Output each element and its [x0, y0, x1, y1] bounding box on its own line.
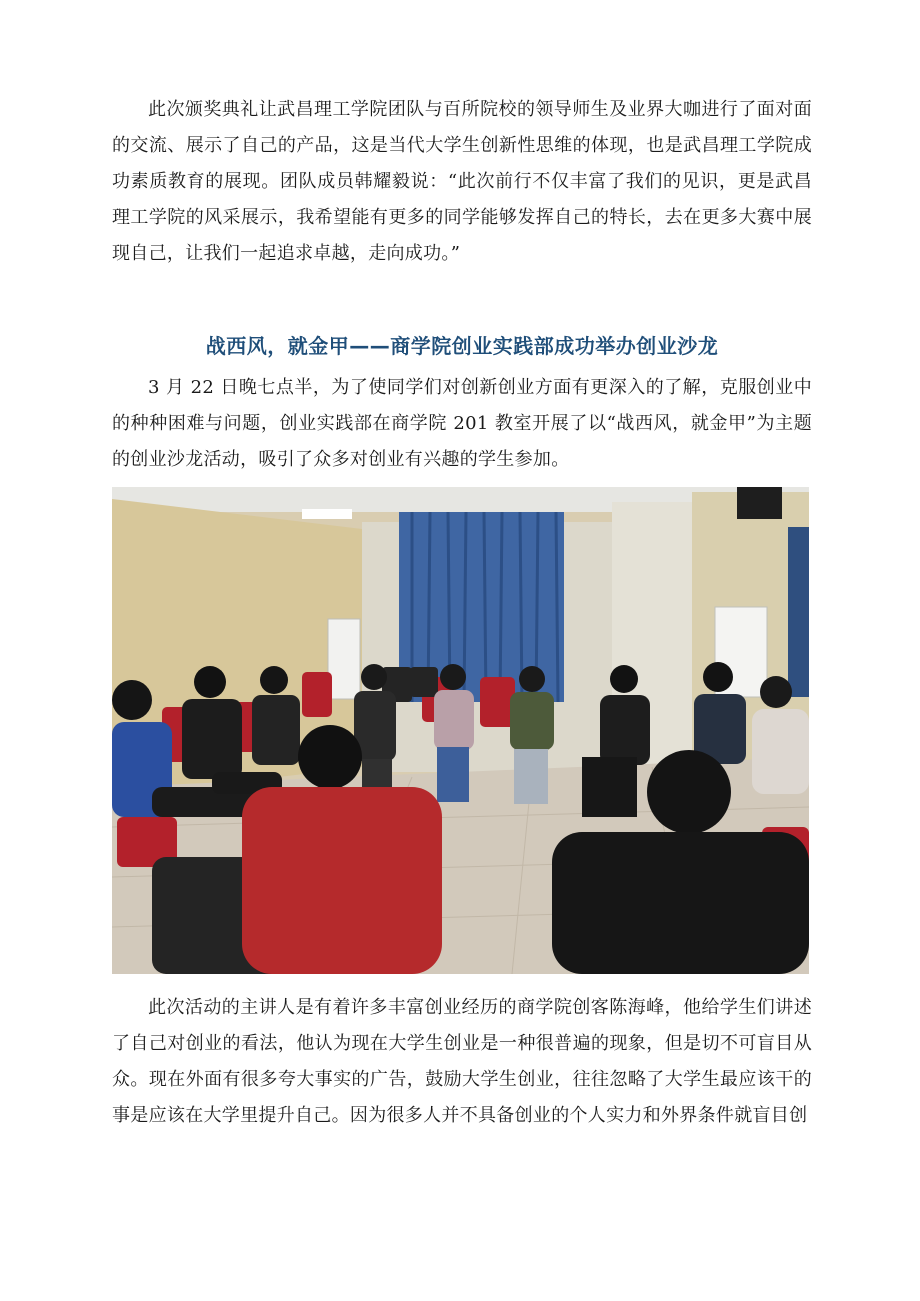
section-heading: 战西风，就金甲——商学院创业实践部成功举办创业沙龙: [205, 334, 719, 358]
ceiling-light: [302, 509, 352, 519]
red-hoodie-person: [242, 787, 442, 974]
paragraph-speaker: 此次活动的主讲人是有着许多丰富创业经历的商学院创客陈海峰，他给学生们讲述了自己对创业的看法，他认为现在大学生创业是一种很普遍的现象，但是切不可盲目从众。现在外面有很多夸大事实的广告，鼓励大学生创业，往往忽略了大学生最应该干的事是应该在大学里提升自己。因为很多人并不具备创业的个人实力和外界条件就盲目创: [112, 997, 812, 1126]
air-conditioner-left: [328, 619, 360, 699]
paragraph-salon-intro: 3 月 22 日晚七点半，为了使同学们对创新创业方面有更深入的了解，克服创业中的种种困难与问题，创业实践部在商学院 201 教室开展了以“战西风，就金甲”为主题的创业沙龙活动，吸引了众多对创业有兴趣的学生参加。: [112, 377, 812, 470]
speaker: [737, 487, 782, 519]
salon-photo: [112, 487, 809, 974]
foreground-right-person: [552, 832, 809, 974]
paragraph-award-ceremony: 此次颁奖典礼让武昌理工学院团队与百所院校的领导师生及业界大咖进行了面对面的交流、展示了自己的产品，这是当代大学生创新性思维的体现，也是武昌理工学院成功素质教育的展现。团队成员韩耀毅说：“此次前行不仅丰富了我们的见识，更是武昌理工学院的风采展示，我希望能有更多的同学能够发挥自己的特长，去在更多大赛中展现自己，让我们一起追求卓越，走向成功。”: [112, 99, 812, 264]
